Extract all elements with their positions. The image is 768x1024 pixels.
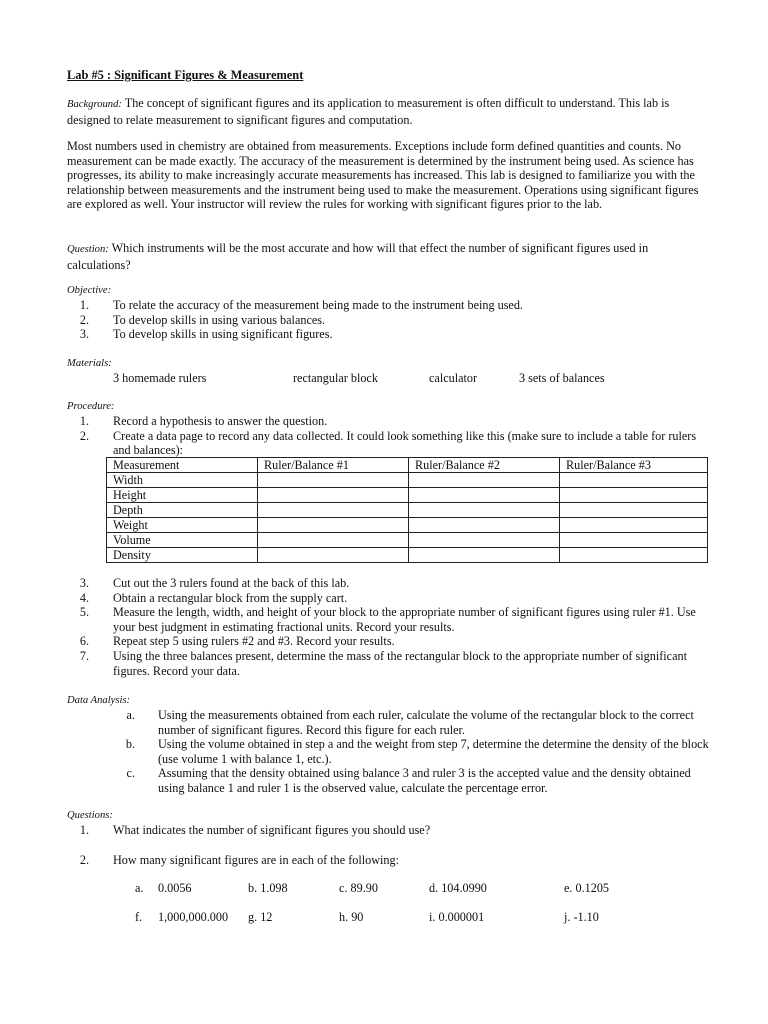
list-item: 3. Cut out the 3 rulers found at the back of this lab. [79, 576, 350, 590]
row-label: Height [107, 488, 258, 503]
question-text: Which instruments will be the most accurate and how will that effect the number of significant figures used in calculations? [67, 241, 649, 272]
answer-value: j. -1.10 [564, 910, 599, 924]
material-item: 3 homemade rulers [113, 371, 207, 385]
list-item: 1. Record a hypothesis to answer the question. [79, 414, 328, 428]
lab-title: Lab #5 : Significant Figures & Measurement [67, 68, 304, 82]
table-cell [258, 473, 409, 488]
answer-value: c. 89.90 [339, 881, 378, 895]
table-header: Ruler/Balance #3 [560, 458, 708, 473]
materials-label: Materials: [67, 358, 112, 369]
list-item: c. Assuming that the density obtained using balance 3 and ruler 3 is the accepted value and the density obtained using balance 1 and ruler 1 is the observed value, calculate the percentage error. [126, 766, 691, 795]
list-item: b. Using the volume obtained in step a and the weight from step 7, determine the determine the density of the block (use volume 1 with balance 1, etc.). [125, 737, 709, 766]
table-row [107, 533, 708, 548]
list-item: a. Using the measurements obtained from each ruler, calculate the volume of the rectangular block to the correct number of significant figures. Record this figure for each ruler. [126, 708, 694, 737]
list-item: 4. Obtain a rectangular block from the supply cart. [79, 590, 348, 605]
question-item: 2. How many significant figures are in each of the following: [79, 853, 399, 867]
answer-letter: f. [135, 910, 143, 924]
table-cell [409, 473, 560, 488]
table-header: Ruler/Balance #2 [409, 458, 560, 473]
table-row [107, 488, 708, 503]
row-label: Density [107, 548, 258, 563]
list-item: 3. To develop skills in using significant figures. [79, 327, 333, 342]
table-row [107, 518, 708, 533]
table-cell [560, 488, 708, 503]
table-row [107, 503, 708, 518]
table-cell [560, 533, 708, 548]
data-analysis-list [113, 708, 713, 796]
intro-paragraph: Most numbers used in chemistry are obtained from measurements. Exceptions include form defined quantities and counts. No measurement can be made exactly. The accuracy of the measurement is determined by the instrument being used. As science has progresses, its ability to make increasingly accurate measurements has increased. This lab is designed to familiarize you with the relationship between measurements and the instrument being used to make the measurement. Operations using significant figures are explored as well. Your instructor will review the rules for working with significant figures prior to the lab. [67, 139, 699, 212]
objective-list [67, 298, 707, 342]
row-label: Width [107, 473, 258, 488]
list-item: 6. Repeat step 5 using rulers #2 and #3. Record your results. [79, 634, 395, 649]
answer-value: b. 1.098 [248, 881, 288, 895]
material-item: calculator [429, 371, 478, 385]
material-item: 3 sets of balances [519, 371, 605, 385]
answer-value: 1,000,000.000 [158, 910, 229, 924]
question-item: 1. What indicates the number of significant figures you should use? [79, 823, 431, 837]
list-item: 5. Measure the length, width, and height of your block to the appropriate number of significant figures using ruler #1. Use your best judgment in estimating fractional units. Record your results. [79, 605, 696, 634]
table-header: Measurement [107, 458, 258, 473]
procedure-list-b [67, 576, 713, 678]
answer-value: g. 12 [248, 910, 273, 924]
table-cell [258, 488, 409, 503]
table-row [107, 473, 708, 488]
list-item: 7. Using the three balances present, determine the mass of the rectangular block to the appropriate number of significant figures. Record your data. [79, 648, 687, 678]
table-row [107, 548, 708, 563]
question-label: Question: [67, 244, 109, 255]
row-label: Depth [107, 503, 258, 518]
table-cell [258, 518, 409, 533]
table-header: Ruler/Balance #1 [258, 458, 409, 473]
answer-value: 0.0056 [158, 881, 192, 895]
answer-value: h. 90 [339, 910, 364, 924]
background-paragraph [67, 96, 707, 127]
table-cell [409, 533, 560, 548]
table-cell [560, 473, 708, 488]
background-text: The concept of significant figures and its application to measurement is often difficult to understand. This lab is designed to relate measurement to significant figures and computation. [67, 96, 670, 127]
answer-value: e. 0.1205 [564, 881, 610, 895]
list-item: 2. To develop skills in using various balances. [79, 312, 326, 327]
list-item: 1. To relate the accuracy of the measurement being made to the instrument being used. [79, 298, 523, 312]
questions-label: Questions: [67, 810, 113, 821]
table-cell [409, 518, 560, 533]
objective-label: Objective: [67, 285, 112, 296]
background-label: Background: [67, 99, 122, 110]
answer-value: d. 104.0990 [429, 881, 487, 895]
table-cell [560, 548, 708, 563]
procedure-list-a [67, 414, 713, 458]
table-cell [258, 533, 409, 548]
table-cell [560, 503, 708, 518]
table-cell [409, 503, 560, 518]
table-cell [409, 488, 560, 503]
row-label: Weight [107, 518, 258, 533]
answer-letter: a. [135, 881, 144, 895]
table-cell [258, 548, 409, 563]
list-item: 2. Create a data page to record any data collected. It could look something like this (make sure to include a table for rulers and balances): [79, 428, 697, 458]
table-header-row [107, 458, 708, 473]
table-cell [409, 548, 560, 563]
table-cell [560, 518, 708, 533]
data-analysis-label: Data Analysis: [67, 695, 131, 706]
row-label: Volume [107, 533, 258, 548]
answer-value: i. 0.000001 [429, 910, 485, 924]
question-paragraph [67, 241, 707, 272]
data-table [106, 457, 708, 563]
table-cell [258, 503, 409, 518]
material-item: rectangular block [293, 371, 378, 385]
procedure-label: Procedure: [67, 401, 115, 412]
